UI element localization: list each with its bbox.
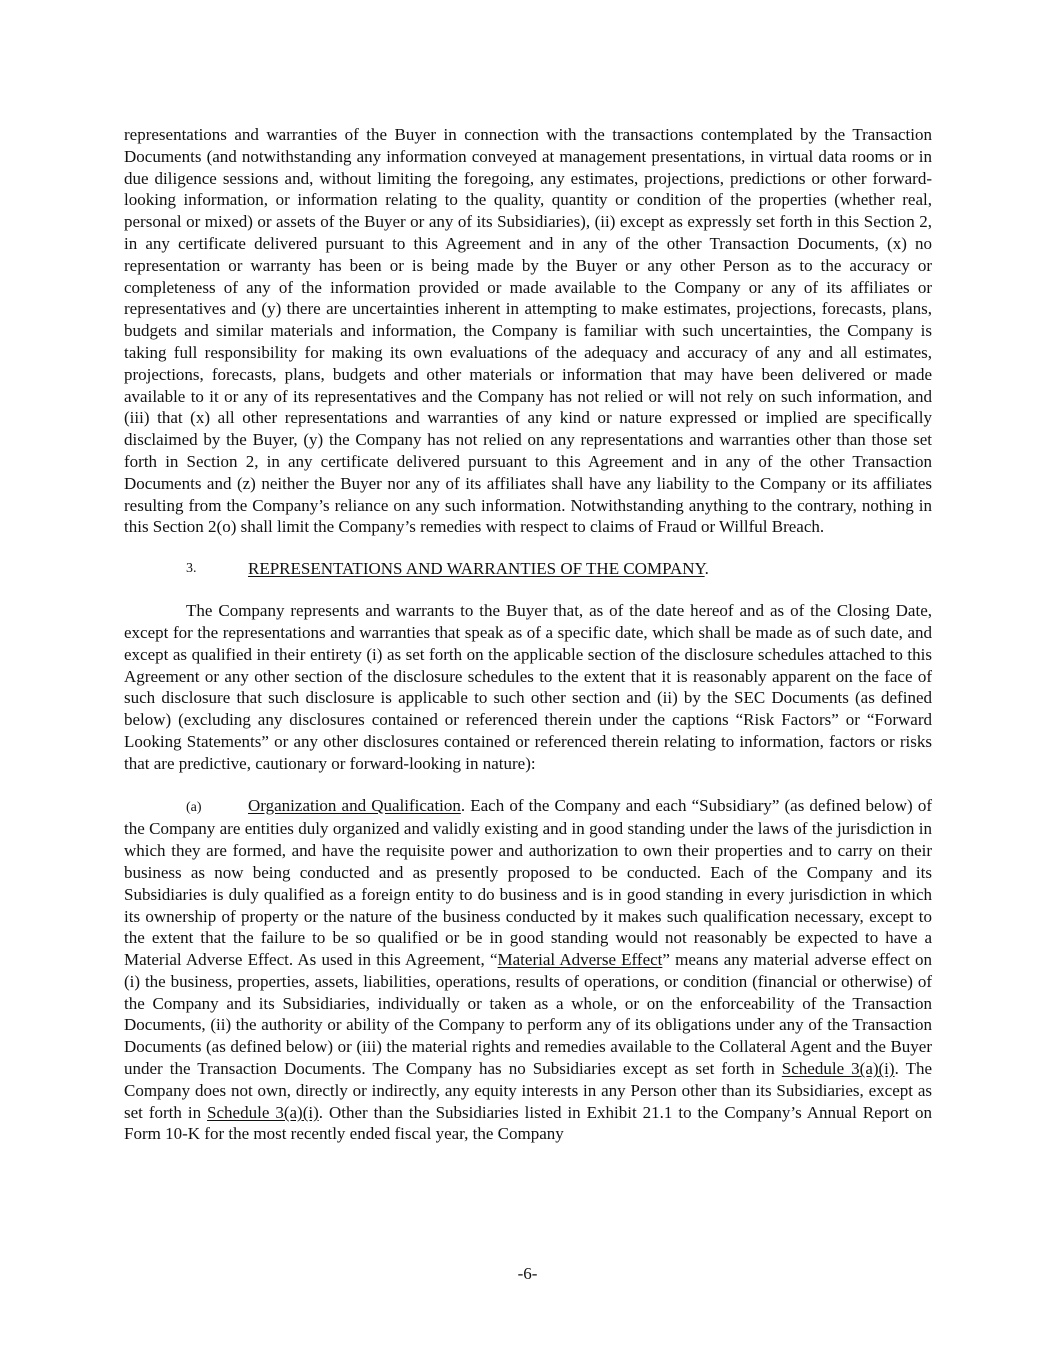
section-3-intro-paragraph: The Company represents and warrants to the Buyer that, as of the date hereof and as of the Closing Date, except for the representations and warranties that speak as of a specific date, which shall be made as of such date, and except as qualified in their entirety (i) as set forth on the applicable section of the disclosure schedules attached to this Agreement or any other section of the disclosure schedules to the extent that it is reasonably apparent on the face of such disclosure that such disclosure is applicable to such other section and (ii) by the SEC Documents (as defined below) (excluding any disclosures contained or referenced therein under the captions “Risk Factors” or “Forward Looking Statements” or any other disclosures contained or referenced therein relating to information, factors or risks that are predictive, cautionary or forward-looking in nature): — [124, 601, 932, 773]
section-title: REPRESENTATIONS AND WARRANTIES OF THE COMPANY — [248, 559, 705, 579]
subsection-text-1: . Each of the Company and each “Subsidiary” (as defined below) of the Company are entities duly organized and validly existing and in good standing under the laws of the jurisdiction in which they are formed, and have the requisite power and authorization to own their properties and to carry on their business as now being conducted and as presently proposed to be conducted. Each of the Company and its Subsidiaries is duly qualified as a foreign entity to do business and is in good standing in every jurisdiction in which its ownership of property or the nature of the business conducted by it makes such qualification necessary, except to the extent that the failure to be so qualified or be in good standing would not reasonably be expected to have a Material Adverse Effect. As used in this Agreement, “ — [124, 795, 932, 970]
subsection-a-paragraph — [124, 795, 932, 1146]
section-number: 3. — [186, 561, 197, 577]
page-number: -6- — [517, 1264, 538, 1283]
subsection-indent — [124, 795, 248, 819]
schedule-reference-1: Schedule 3(a)(i) — [781, 1059, 895, 1079]
defined-term: Material Adverse Effect — [497, 950, 663, 970]
document-page — [124, 124, 932, 1145]
subsection-text-4: . Other than the Subsidiaries listed in Exhibit 21.1 to the Company’s Annual Report on Form 10-K for the most recently ended fiscal year, the Company — [124, 1102, 932, 1144]
schedule-reference-2: Schedule 3(a)(i) — [207, 1102, 319, 1122]
section-title-wrapper — [248, 558, 709, 580]
section-3-heading — [124, 558, 932, 580]
subsection-title: Organization and Qualification — [248, 795, 461, 815]
subsection-label: (a) — [186, 799, 202, 815]
paragraph-continuation: representations and warranties of the Buyer in connection with the transactions contemplated by the Transaction Documents (and notwithstanding any information conveyed at management presentations, in virtual data rooms or in due diligence sessions and, without limiting the foregoing, any estimates, projections, predictions or other forward-looking information, or information relating to the quality, quantity or condition of the properties (whether real, personal or mixed) or assets of the Buyer or any of its Subsidiaries), (ii) except as expressly set forth in this Section 2, in any certificate delivered pursuant to this Agreement and in any of the other Transaction Documents, (x) no representation or warranty has been or is being made by the Buyer or any other Person as to the accuracy or completeness of any of the information provided or made available to the Company or any of its affiliates or representatives and (y) there are uncertainties inherent in attempting to make estimates, projections, forecasts, plans, budgets and similar materials and information, the Company is familiar with such uncertainties, the Company is taking full responsibility for making its own evaluations of the adequacy and accuracy of any and all estimates, projections, forecasts, plans, budgets and other materials or information that may have been delivered or made available to it or any of its representatives and the Company has not relied or will not rely on such information, and (iii) that (x) all other representations and warranties of any kind or nature expressed or implied are specifically disclaimed by the Buyer, (y) the Company has not relied on any representations and warranties other than those set forth in Section 2, in any certificate delivered pursuant to this Agreement and in any of the other Transaction Documents and (z) neither the Buyer nor any of its affiliates shall have any liability to the Company or its affiliates resulting from the Company’s reliance on any such information. Notwithstanding anything to the contrary, nothing in this Section 2(o) shall limit the Company’s remedies with respect to claims of Fraud or Willful Breach. — [124, 125, 932, 537]
section-title-suffix: . — [704, 559, 709, 579]
subsection-text-3: . The Company does not own, directly or indirectly, any equity interests in any Person other than its Subsidiaries, except as set forth in — [124, 1059, 932, 1122]
subsection-text-2: ” means any material adverse effect on (i) the business, properties, assets, liabilities, operations, results of operations, or condition (financial or otherwise) of the Company and its Subsidiaries, individually or taken as a whole, or on the enforceability of the Transaction Documents, (ii) the authority or ability of the Company to perform any of its obligations under any of the Transaction Documents (as defined below) or (iii) the material rights and remedies available to the Collateral Agent and the Buyer under the Transaction Documents. The Company has no Subsidiaries except as set forth in — [124, 950, 932, 1079]
